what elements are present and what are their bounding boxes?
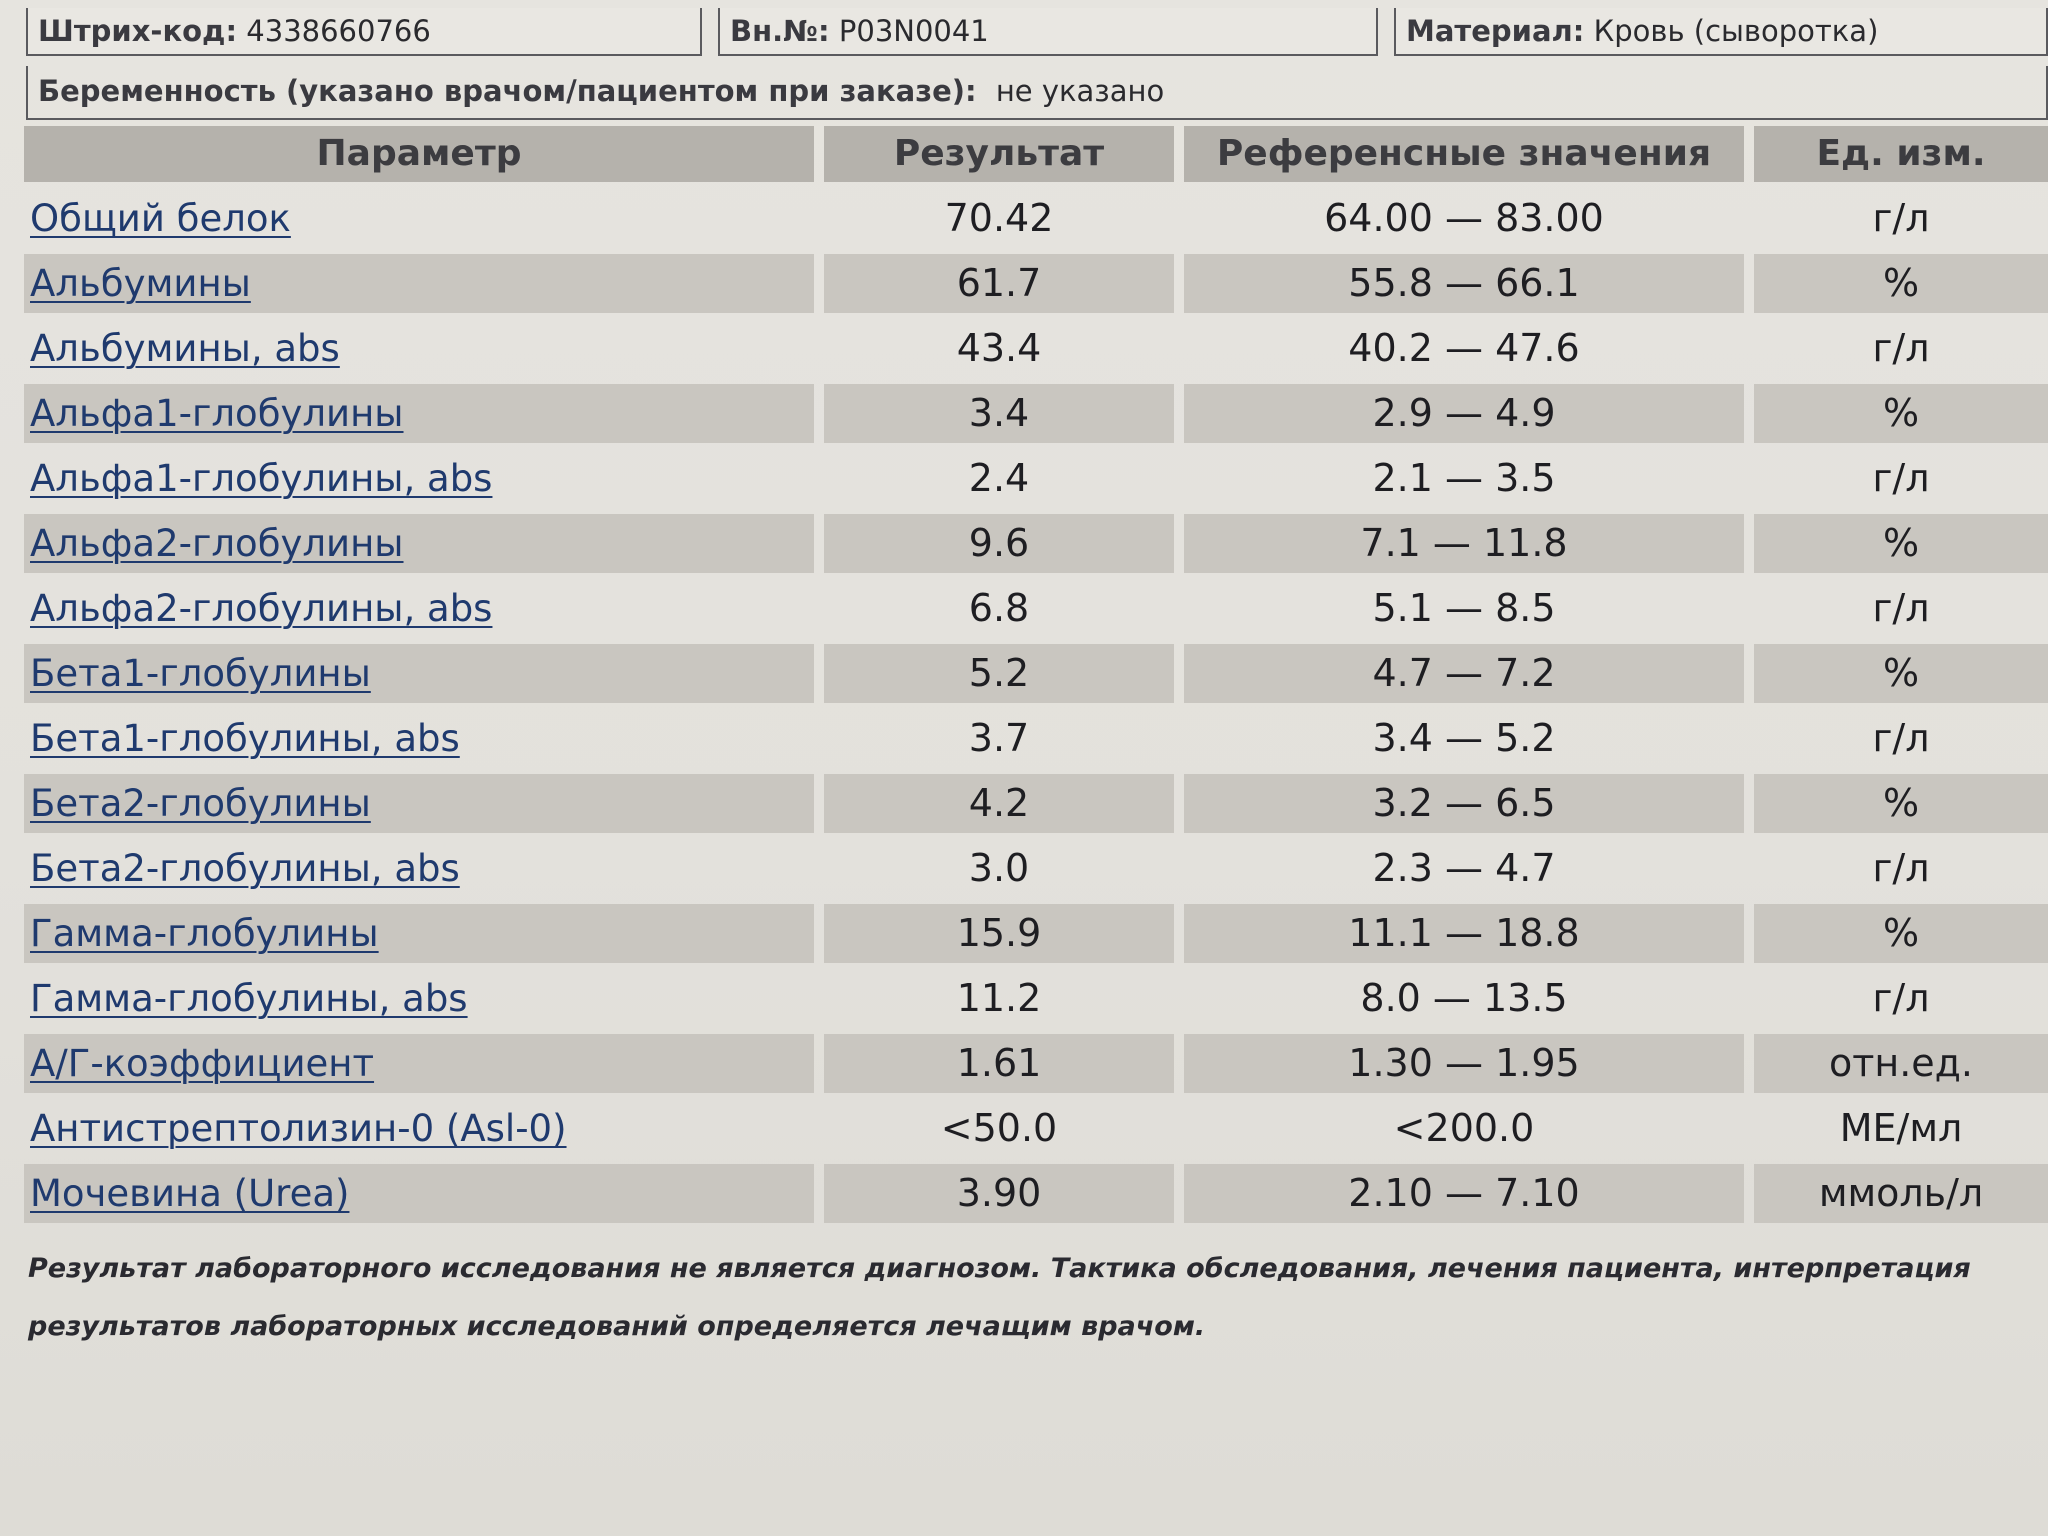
- param-link[interactable]: А/Г-коэффициент: [30, 1042, 375, 1085]
- param-cell[interactable]: [24, 514, 814, 573]
- result-cell: 3.4: [824, 384, 1174, 443]
- table-row: [24, 186, 2048, 251]
- param-cell[interactable]: [24, 774, 814, 833]
- results-table: [24, 126, 2048, 1226]
- result-cell: 6.8: [968, 586, 1030, 630]
- inner-number-value: P03N0041: [838, 14, 989, 48]
- material-field: [1394, 8, 2048, 56]
- param-cell[interactable]: [24, 839, 814, 898]
- param-link[interactable]: Альфа1-глобулины: [30, 392, 404, 435]
- result-cell: 70.42: [944, 196, 1054, 240]
- unit-cell: отн.ед.: [1754, 1034, 2048, 1093]
- param-cell[interactable]: [24, 449, 814, 508]
- result-cell: 3.0: [968, 846, 1030, 890]
- reference-cell: 2.10 — 7.10: [1184, 1164, 1744, 1223]
- result-cell: 4.2: [824, 774, 1174, 833]
- param-link[interactable]: Гамма-глобулины: [30, 912, 379, 955]
- barcode-label: Штрих-код:: [38, 14, 238, 48]
- table-row: [24, 1161, 2048, 1226]
- param-cell[interactable]: [24, 1034, 814, 1093]
- unit-cell: г/л: [1872, 326, 1930, 370]
- result-cell: 9.6: [824, 514, 1174, 573]
- reference-cell: 2.3 — 4.7: [1372, 846, 1556, 890]
- table-row: [24, 706, 2048, 771]
- column-header-reference: Референсные значения: [1184, 126, 1744, 182]
- table-row: [24, 641, 2048, 706]
- reference-cell: 4.7 — 7.2: [1184, 644, 1744, 703]
- param-link[interactable]: Гамма-глобулины, abs: [30, 977, 468, 1020]
- param-cell[interactable]: [24, 254, 814, 313]
- param-link[interactable]: Мочевина (Urea): [30, 1172, 350, 1215]
- param-cell[interactable]: [24, 969, 814, 1028]
- reference-cell: 64.00 — 83.00: [1324, 196, 1604, 240]
- unit-cell: %: [1754, 384, 2048, 443]
- param-cell[interactable]: [24, 319, 814, 378]
- reference-cell: 3.4 — 5.2: [1372, 716, 1556, 760]
- param-cell[interactable]: [24, 1164, 814, 1223]
- param-cell[interactable]: [24, 1099, 814, 1158]
- pregnancy-field: [26, 66, 2048, 120]
- reference-cell: <200.0: [1393, 1106, 1535, 1150]
- material-label: Материал:: [1406, 14, 1585, 48]
- table-row: [24, 316, 2048, 381]
- reference-cell: 11.1 — 18.8: [1184, 904, 1744, 963]
- param-link[interactable]: Бета1-глобулины, abs: [30, 717, 460, 760]
- result-cell: <50.0: [940, 1106, 1058, 1150]
- table-row: [24, 511, 2048, 576]
- header-row: [26, 8, 2048, 60]
- param-link[interactable]: Бета2-глобулины, abs: [30, 847, 460, 890]
- unit-cell: %: [1754, 774, 2048, 833]
- unit-cell: г/л: [1872, 196, 1930, 240]
- pregnancy-label: Беременность (указано врачом/пациентом при заказе):: [38, 74, 977, 108]
- result-cell: 3.7: [968, 716, 1030, 760]
- table-body: [24, 186, 2048, 1226]
- table-header: [24, 126, 2048, 186]
- reference-cell: 2.1 — 3.5: [1372, 456, 1556, 500]
- column-header-result: Результат: [824, 126, 1174, 182]
- disclaimer-line-1: Результат лабораторного исследования не является диагнозом. Тактика обследования, лечения пациента, интерпретация: [28, 1253, 1971, 1284]
- unit-cell: %: [1754, 644, 2048, 703]
- unit-cell: г/л: [1872, 586, 1930, 630]
- reference-cell: 55.8 — 66.1: [1184, 254, 1744, 313]
- table-row: [24, 576, 2048, 641]
- pregnancy-value: не указано: [995, 74, 1165, 108]
- unit-cell: г/л: [1872, 976, 1930, 1020]
- material-value: Кровь (сыворотка): [1593, 14, 1879, 48]
- param-link[interactable]: Альбумины, abs: [30, 327, 340, 370]
- barcode-value: 4338660766: [246, 14, 431, 48]
- column-header-unit: Ед. изм.: [1754, 126, 2048, 182]
- result-cell: 15.9: [824, 904, 1174, 963]
- barcode-field: [26, 8, 702, 56]
- param-link[interactable]: Альбумины: [30, 262, 251, 305]
- unit-cell: %: [1754, 904, 2048, 963]
- table-row: [24, 251, 2048, 316]
- disclaimer-line-2: результатов лабораторных исследований определяется лечащим врачом.: [28, 1311, 1206, 1342]
- param-link[interactable]: Альфа1-глобулины, abs: [30, 457, 493, 500]
- unit-cell: г/л: [1872, 846, 1930, 890]
- table-row: [24, 1096, 2048, 1161]
- table-row: [24, 381, 2048, 446]
- param-cell[interactable]: [24, 579, 814, 638]
- column-header-param: Параметр: [24, 126, 814, 182]
- unit-cell: г/л: [1872, 456, 1930, 500]
- param-cell[interactable]: [24, 904, 814, 963]
- reference-cell: 5.1 — 8.5: [1372, 586, 1556, 630]
- param-cell[interactable]: [24, 384, 814, 443]
- reference-cell: 3.2 — 6.5: [1184, 774, 1744, 833]
- table-row: [24, 966, 2048, 1031]
- result-cell: 11.2: [956, 976, 1042, 1020]
- table-row: [24, 836, 2048, 901]
- result-cell: 2.4: [968, 456, 1030, 500]
- reference-cell: 2.9 — 4.9: [1184, 384, 1744, 443]
- reference-cell: 40.2 — 47.6: [1348, 326, 1580, 370]
- unit-cell: ммоль/л: [1754, 1164, 2048, 1223]
- param-link[interactable]: Альфа2-глобулины: [30, 522, 404, 565]
- reference-cell: 7.1 — 11.8: [1184, 514, 1744, 573]
- table-row: [24, 901, 2048, 966]
- reference-cell: 8.0 — 13.5: [1360, 976, 1568, 1020]
- disclaimer-note: [28, 1240, 2038, 1356]
- unit-cell: %: [1754, 514, 2048, 573]
- result-cell: 43.4: [956, 326, 1042, 370]
- param-link[interactable]: Антистрептолизин-0 (Asl-0): [30, 1107, 567, 1150]
- param-link[interactable]: Альфа2-глобулины, abs: [30, 587, 493, 630]
- reference-cell: 1.30 — 1.95: [1184, 1034, 1744, 1093]
- param-link[interactable]: Общий белок: [30, 197, 291, 240]
- param-link[interactable]: Бета2-глобулины: [30, 782, 371, 825]
- inner-number-field: [718, 8, 1378, 56]
- param-cell[interactable]: [24, 189, 814, 248]
- unit-cell: г/л: [1872, 716, 1930, 760]
- table-row: [24, 1031, 2048, 1096]
- result-cell: 3.90: [824, 1164, 1174, 1223]
- result-cell: 61.7: [824, 254, 1174, 313]
- result-cell: 5.2: [824, 644, 1174, 703]
- inner-number-label: Вн.№:: [730, 14, 830, 48]
- param-link[interactable]: Бета1-глобулины: [30, 652, 371, 695]
- unit-cell: %: [1754, 254, 2048, 313]
- table-row: [24, 771, 2048, 836]
- result-cell: 1.61: [824, 1034, 1174, 1093]
- param-cell[interactable]: [24, 709, 814, 768]
- unit-cell: МЕ/мл: [1839, 1106, 1963, 1150]
- param-cell[interactable]: [24, 644, 814, 703]
- table-row: [24, 446, 2048, 511]
